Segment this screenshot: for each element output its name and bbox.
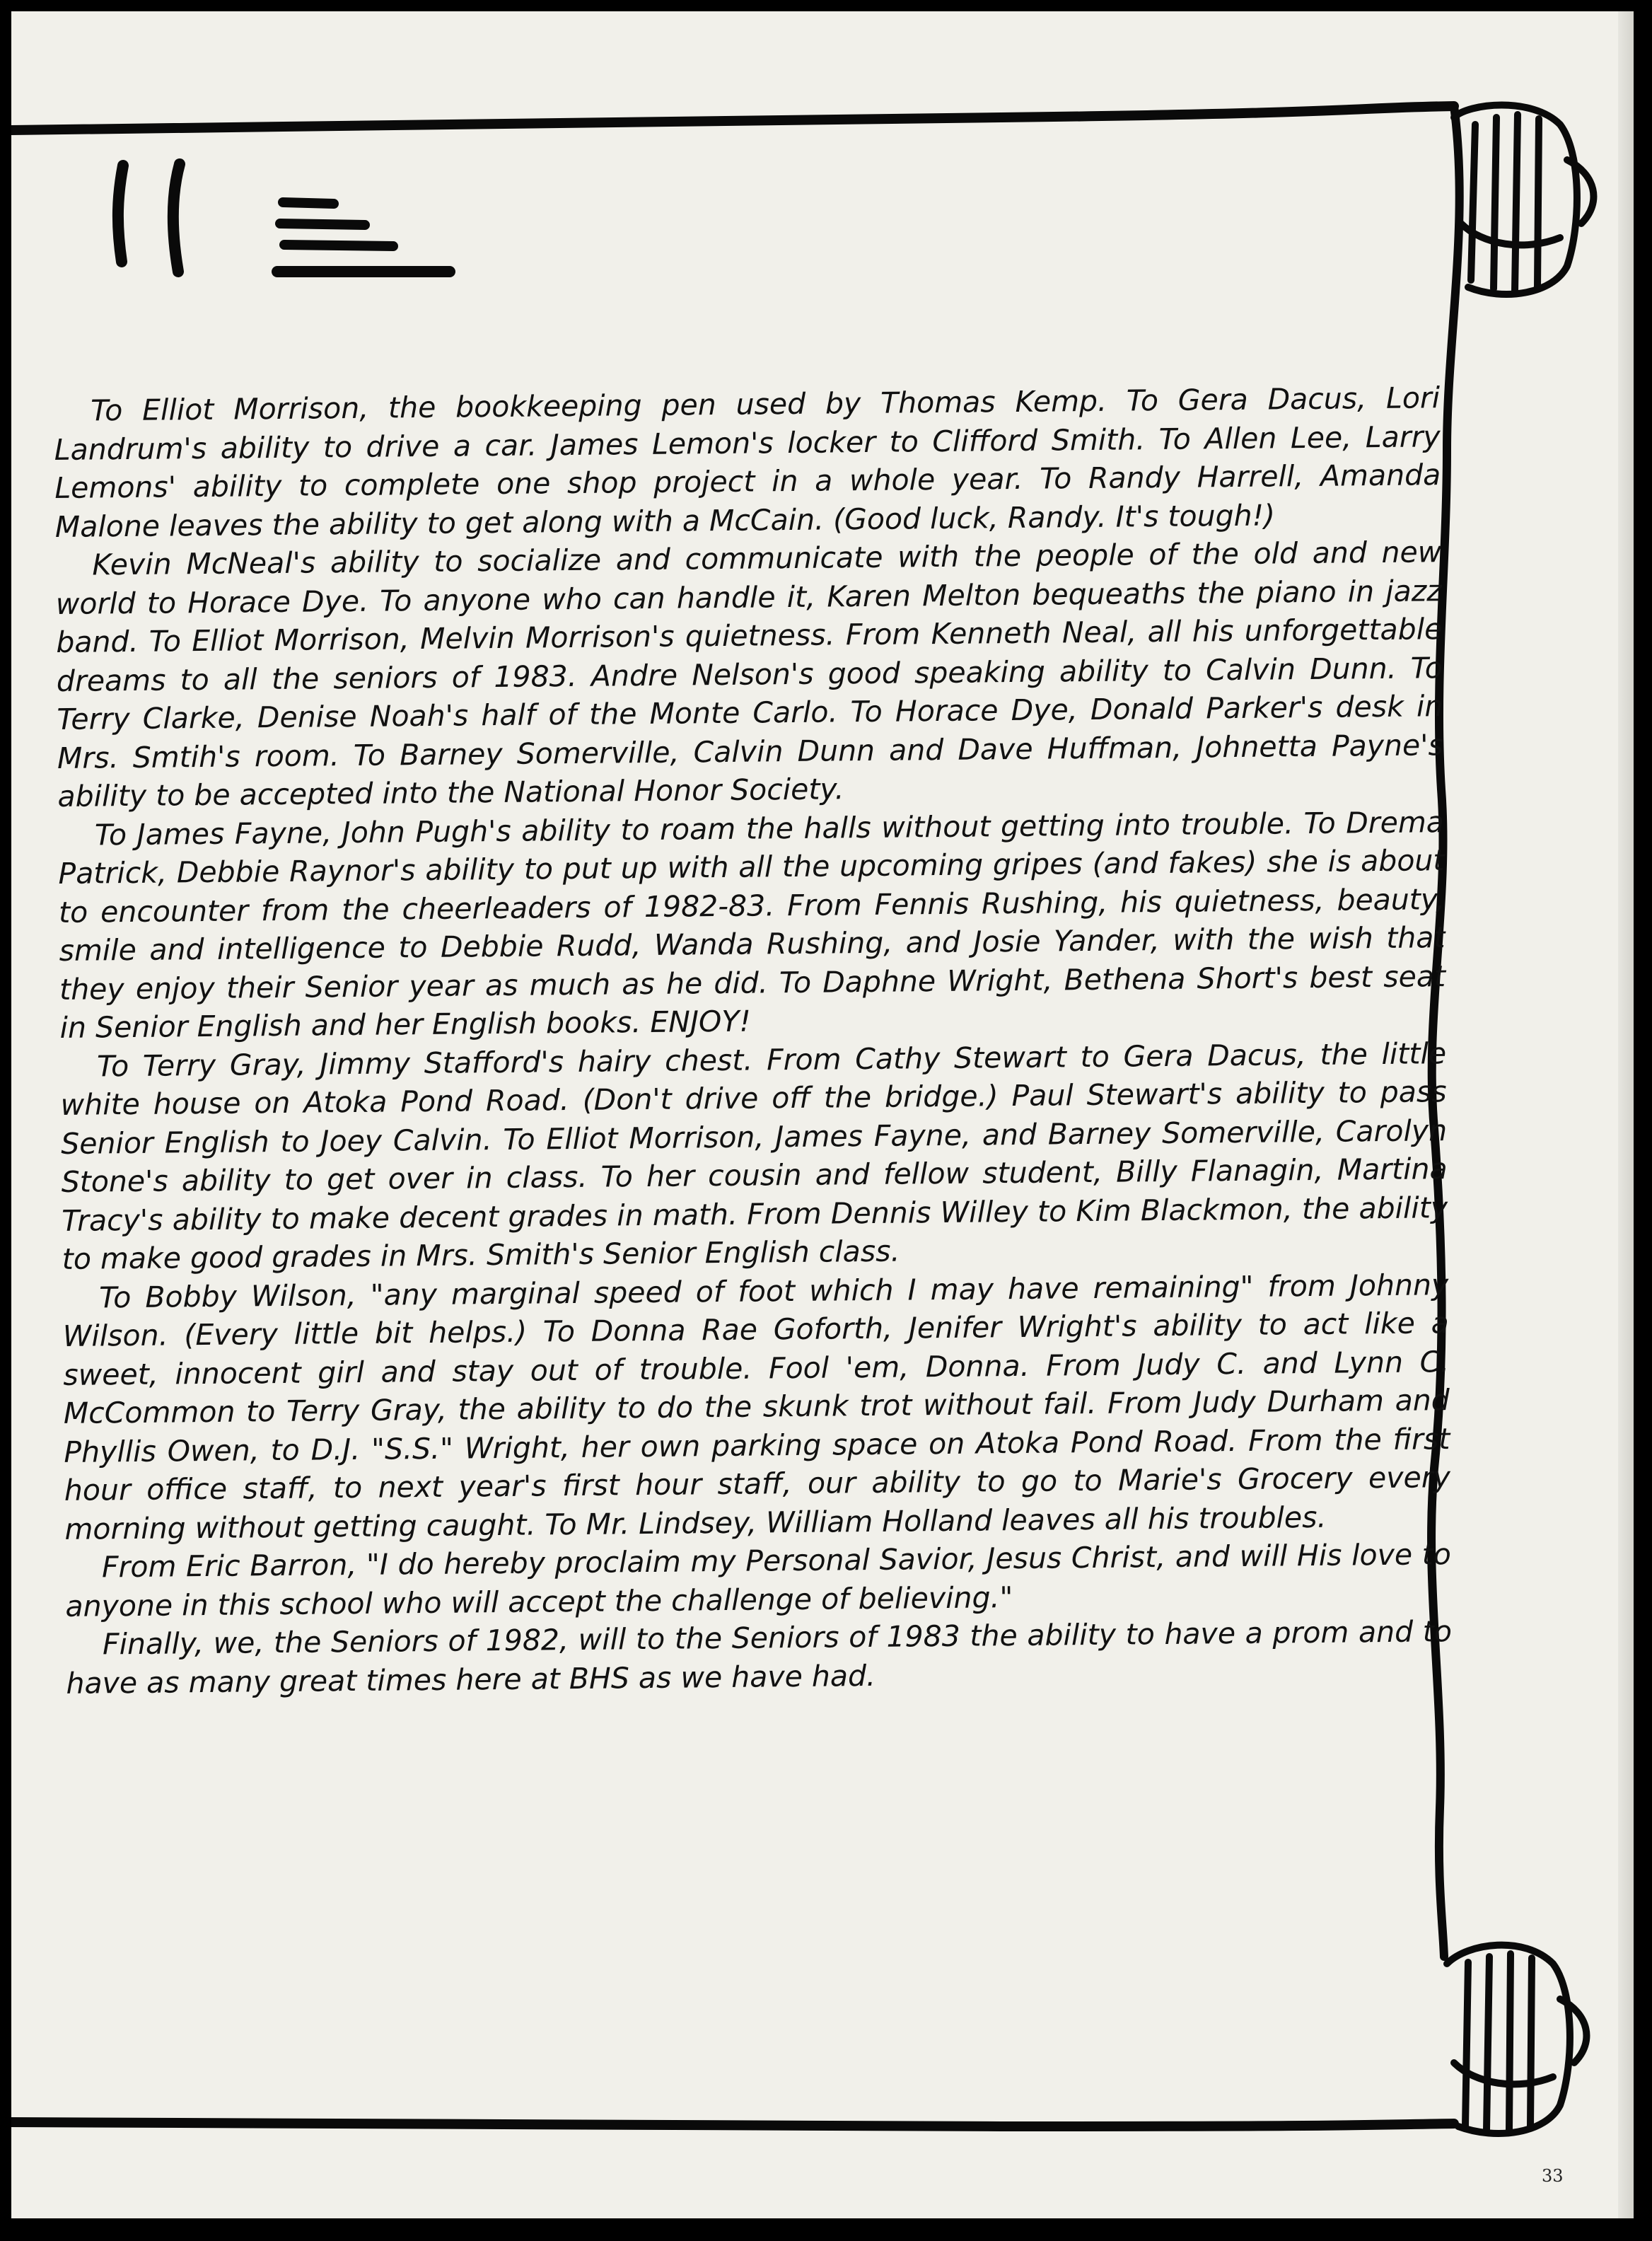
paragraph: To Elliot Morrison, the bookkeeping pen used by Thomas Kemp. To Gera Dacus, Lori Landrum's ability to drive a car. James Lemon's locker to Clifford Smith. To Allen Lee, Larry Lemons' ability to complete one shop project in a whole year. To Randy Harrell, Amanda Malone leaves the ability to get along with a McCain. (Good luck, Randy. It's tough!) bbox=[54, 381, 1441, 544]
paragraph: To Terry Gray, Jimmy Stafford's hairy chest. From Cathy Stewart to Gera Dacus, the little white house on Atoka Pond Road. (Don't drive off the bridge.) Paul Stewart's ability to pass Senior English to Joey Calvin. To Elliot Morrison, James Fayne, and Barney Somerville, Carolyn Stone's ability to get over in class. To her cousin and fellow student, Billy Flanagin, Martina Tracy's ability to make decent grades in math. From Dennis Willey to Kim Blackmon, the ability to make good grades in Mrs. Smith's Senior English class. bbox=[60, 1036, 1448, 1276]
yearbook-page bbox=[11, 11, 1634, 2218]
paragraph: From Eric Barron, "I do hereby proclaim my Personal Savior, Jesus Christ, and will His love to anyone in this school who will accept the challenge of believing." bbox=[65, 1537, 1452, 1623]
paragraph: Kevin McNeal's ability to socialize and communicate with the people of the old and new world to Horace Dye. To anyone who can handle it, Karen Melton bequeaths the piano in jazz band. To Elliot Morrison, Melvin Morrison's quietness. From Kenneth Neal, all his unforgettable dreams to all the seniors of 1983. Andre Nelson's good speaking ability to Calvin Dunn. To Terry Clarke, Denise Noah's half of the Monte Carlo. To Horace Dye, Donald Parker's desk in Mrs. Smtih's room. To Barney Somerville, Calvin Dunn and Dave Huffman, Johnetta Payne's ability to be accepted into the National Honor Society. bbox=[55, 535, 1444, 813]
scroll-bottom-edge bbox=[11, 2122, 1454, 2126]
paragraph: To James Fayne, John Pugh's ability to roam the halls without getting into trouble. To Drema Patrick, Debbie Raynor's ability to put up with all the upcoming gripes (and fakes) she is about to encounter from the cheerleaders of 1982-83. From Fennis Rushing, his quietness, beauty, smile and intelligence to Debbie Rudd, Wanda Rushing, and Josie Yander, with the wish that they enjoy their Senior year as much as he did. To Daphne Wright, Bethena Short's best seat in Senior English and her English books. ENJOY! bbox=[58, 804, 1446, 1045]
page-number: 33 bbox=[1542, 2166, 1564, 2186]
scroll-bottom-knob bbox=[1447, 1945, 1586, 2133]
paragraph: To Bobby Wilson, "any marginal speed of foot which I may have remaining" from Johnny Wilson. (Every little bit helps.) To Donna Rae Goforth, Jenifer Wright's ability to act like a sweet, innocent girl and stay out of trouble. Fool 'em, Donna. From Judy C. and Lynn C. McCommon to Terry Gray, the ability to do the skunk trot without fail. From Judy Durham and Phyllis Owen, to D.J. "S.S." Wright, her own parking space on Atoka Pond Road. From the first hour office staff, to next year's first hour staff, our ability to go to Marie's Grocery every morning without getting caught. To Mr. Lindsey, William Holland leaves all his troubles. bbox=[62, 1267, 1451, 1546]
heading-mark-eleven bbox=[118, 164, 450, 272]
scroll-top-edge bbox=[11, 106, 1454, 130]
bequests-text bbox=[54, 378, 1453, 1703]
scroll-top-knob bbox=[1454, 105, 1593, 295]
paragraph: Finally, we, the Seniors of 1982, will to the Seniors of 1983 the ability to have a prom and to have as many great times here at BHS as we have had. bbox=[66, 1614, 1453, 1701]
